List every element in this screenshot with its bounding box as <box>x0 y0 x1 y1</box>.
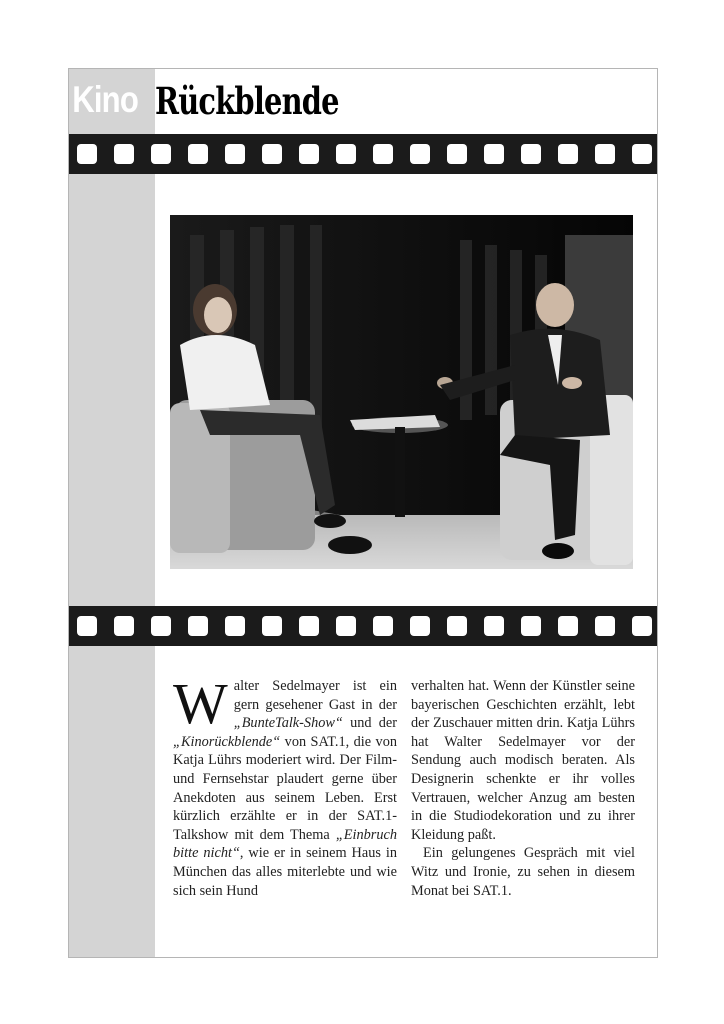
gray-sidebar-strip <box>69 69 155 957</box>
article-column-1 <box>173 671 398 900</box>
article-column-2 <box>411 677 635 900</box>
film-strip-top <box>69 134 657 174</box>
film-strip-bottom <box>69 606 657 646</box>
article-text: alter Sedelmayer ist ein gern gesehener Gast in der <box>233 678 397 713</box>
show-title: „BunteTalk-Show“ <box>233 715 343 732</box>
article-paragraph: Ein gelungenes Gespräch mit viel Witz und Ironie, zu sehen in diesem Monat bei SAT.1. <box>411 845 635 899</box>
article-text: und der <box>342 715 397 732</box>
page-title <box>69 69 657 131</box>
show-title: „Kinorückblende“ <box>173 733 281 750</box>
article-body <box>173 671 635 900</box>
dropcap-letter: W <box>173 671 228 736</box>
show-title: „Einbruch bitte nicht“ <box>173 826 397 862</box>
page <box>68 68 658 958</box>
title-kino: Kino <box>69 69 141 131</box>
article-text: von SAT.1, die von Katja Lührs moderiert wird. Der Film- und Fernsehstar plaudert gerne über Anekdoten aus seinem Leben. Erst kürzlich erzählte er in der SAT.1-Talkshow mit dem Thema <box>173 733 397 843</box>
article-text: , wie er in seinem Haus in München das alles miterlebte und wie sich sein Hund <box>173 845 398 899</box>
title-rueckblende: Rückblende <box>155 79 339 123</box>
tv-studio-photo <box>170 215 633 569</box>
article-paragraph: verhalten hat. Wenn der Künstler seine bayerischen Geschichten erzählt, lebt der Zuschauer mitten drin. Katja Lührs hat Walter Sedelmayer vor der Sendung auch modisch beraten. Als Designerin schenkte er ihr volles Vertrauen, welcher Anzug am besten in die Studiodekoration und zu ihrer Kleidung paßt. <box>411 678 635 843</box>
